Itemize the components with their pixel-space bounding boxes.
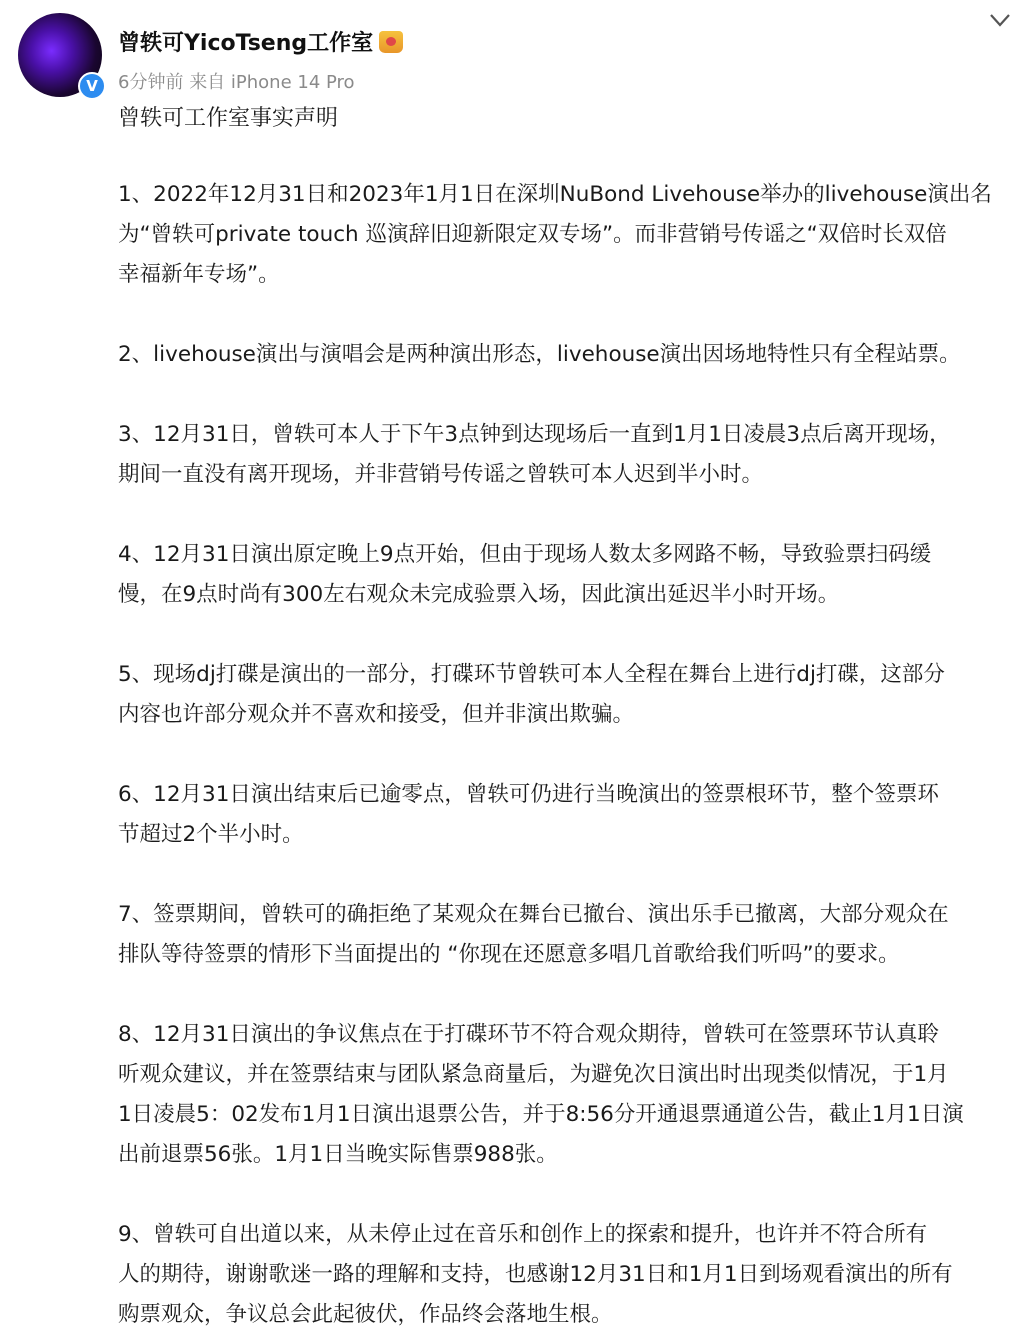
paragraph-gap (118, 1175, 992, 1215)
paragraph (118, 175, 992, 295)
paragraph-line: 9、曾轶可自出道以来，从未停止过在音乐和创作上的探索和提升，也许并不符合所有 (118, 1222, 928, 1247)
post-body (118, 175, 992, 1335)
post-source: 来自 iPhone 14 Pro (189, 72, 355, 93)
paragraph-line: 出前退票56张。1月1日当晚实际售票988张。 (118, 1142, 558, 1167)
paragraph (118, 895, 992, 975)
chevron-down-icon[interactable] (986, 6, 1014, 34)
paragraph-line: 内容也许部分观众并不喜欢和接受，但并非演出欺骗。 (118, 702, 635, 727)
paragraph-line: 6、12月31日演出结束后已逾零点，曾轶可仍进行当晚演出的签票根环节，整个签票环 (118, 782, 939, 807)
paragraph-line: 为“曾轶可private touch 巡演辞旧迎新限定双专场”。而非营销号传谣之“双倍时长双倍 (118, 222, 947, 247)
paragraph (118, 775, 992, 855)
paragraph-line: 购票观众，争议总会此起彼伏，作品终会落地生根。 (118, 1302, 613, 1327)
verified-badge-icon: V (78, 72, 106, 100)
paragraph-line: 5、现场dj打碟是演出的一部分，打碟环节曾轶可本人全程在舞台上进行dj打碟，这部分 (118, 662, 945, 687)
paragraph-line: 1、2022年12月31日和2023年1月1日在深圳NuBond Livehouse举办的livehouse演出名 (118, 182, 992, 207)
paragraph-line: 8、12月31日演出的争议焦点在于打碟环节不符合观众期待，曾轶可在签票环节认真聆 (118, 1022, 939, 1047)
paragraph-gap (118, 375, 992, 415)
paragraph-line: 期间一直没有离开现场，并非营销号传谣之曾轶可本人迟到半小时。 (118, 462, 764, 487)
paragraph-line: 4、12月31日演出原定晚上9点开始，但由于现场人数太多网路不畅，导致验票扫码缓 (118, 542, 932, 567)
paragraph-gap (118, 615, 992, 655)
post-meta (118, 68, 355, 94)
paragraph-line: 节超过2个半小时。 (118, 822, 304, 847)
author-name[interactable] (118, 26, 403, 57)
paragraph-gap (118, 855, 992, 895)
paragraph-gap (118, 975, 992, 1015)
crown-icon (379, 31, 403, 53)
paragraph (118, 335, 992, 375)
paragraph (118, 655, 992, 735)
paragraph (118, 1215, 992, 1335)
post-title: 曾轶可工作室事实声明 (118, 106, 339, 131)
paragraph (118, 535, 992, 615)
paragraph-gap (118, 495, 992, 535)
paragraph-line: 人的期待，谢谢歌迷一路的理解和支持，也感谢12月31日和1月1日到场观看演出的所有 (118, 1262, 953, 1287)
paragraph (118, 1015, 992, 1175)
post-time: 6分钟前 (118, 72, 184, 93)
paragraph-gap (118, 735, 992, 775)
author-name-text[interactable]: 曾轶可YicoTseng工作室 (118, 31, 374, 56)
paragraph-line: 幸福新年专场”。 (118, 262, 280, 287)
paragraph-line: 慢，在9点时尚有300左右观众未完成验票入场，因此演出延迟半小时开场。 (118, 582, 840, 607)
paragraph-gap (118, 295, 992, 335)
paragraph-line: 7、签票期间，曾轶可的确拒绝了某观众在舞台已撤台、演出乐手已撤离，大部分观众在 (118, 902, 949, 927)
paragraph-line: 3、12月31日，曾轶可本人于下午3点钟到达现场后一直到1月1日凌晨3点后离开现场， (118, 422, 951, 447)
paragraph-line: 2、livehouse演出与演唱会是两种演出形态，livehouse演出因场地特性只有全程站票。 (118, 342, 961, 367)
paragraph (118, 415, 992, 495)
paragraph-line: 排队等待签票的情形下当面提出的 “你现在还愿意多唱几首歌给我们听吗”的要求。 (118, 942, 900, 967)
paragraph-line: 听观众建议，并在签票结束与团队紧急商量后，为避免次日演出时出现类似情况，于1月 (118, 1062, 949, 1087)
paragraph-line: 1日凌晨5：02发布1月1日演出退票公告，并于8:56分开通退票通道公告，截止1月1日演 (118, 1102, 964, 1127)
